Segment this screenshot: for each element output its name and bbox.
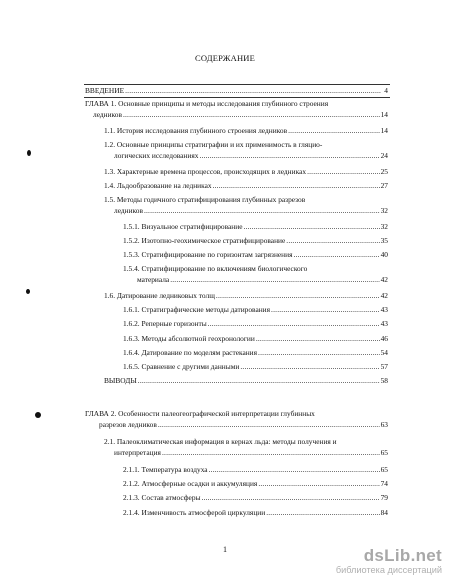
toc-entry[interactable] [104, 195, 388, 216]
toc-entry-label: логических исследованиях [114, 150, 199, 160]
leader-dots [266, 508, 379, 519]
scan-speck [27, 150, 31, 156]
leader-dots [162, 448, 380, 459]
toc-entry-line [123, 348, 388, 359]
toc-page-number: 46 [380, 334, 388, 343]
toc-entry-label: ледников [114, 205, 143, 215]
toc-entry-line [123, 465, 388, 476]
toc-page-number: 42 [380, 291, 388, 300]
toc-entry[interactable] [123, 362, 388, 373]
toc-entry-line [85, 420, 388, 431]
toc-entry-label: 1.4. Льдообразование на ледниках [104, 181, 212, 190]
toc-page-number: 42 [380, 274, 388, 284]
toc-page-number: 58 [380, 376, 388, 385]
toc-entry-label: 1.6.4. Датирование по моделям растекания [123, 348, 258, 357]
toc-entry-label: 2.1.2. Атмосферные осадки и аккумуляция [123, 479, 258, 488]
toc-title: СОДЕРЖАНИЕ [194, 53, 256, 63]
toc-entry-line [104, 126, 388, 137]
toc-page-number: 4 [384, 86, 388, 95]
toc-page-number: 35 [380, 236, 388, 245]
toc-page-number: 32 [380, 222, 388, 231]
toc-entry-text: 1.5. Методы годичного стратифицирования глубинных разрезов [104, 195, 306, 204]
toc-entry-label: 2.1.3. Состав атмосферы [123, 493, 201, 502]
toc-entry-label: материала [137, 274, 170, 284]
scan-speck [35, 412, 41, 418]
toc-entry-line [123, 362, 388, 373]
toc-entry[interactable] [104, 437, 388, 458]
toc-page-number: 24 [380, 150, 388, 160]
toc-page-number: 25 [380, 167, 388, 176]
toc-entry-label: 1.5.2. Изотопно-геохимическое стратифицирование [123, 236, 286, 245]
leader-dots [286, 236, 379, 247]
toc-entry[interactable] [104, 181, 388, 192]
toc-entry-label: 2.1.1. Температура воздуха [123, 465, 208, 474]
toc-page-number: 14 [380, 126, 388, 135]
leader-dots [256, 334, 380, 345]
toc-entry-line [123, 508, 388, 519]
toc-entry-line [123, 236, 388, 247]
toc-entry[interactable] [85, 99, 388, 120]
toc-entry[interactable] [123, 348, 388, 359]
toc-page-number: 65 [380, 447, 388, 457]
toc-entry[interactable] [123, 493, 388, 504]
toc-entry-text: ГЛАВА 1. Основные принципы и методы исследования глубинного строения [85, 99, 329, 108]
toc-entry-line [123, 250, 388, 261]
toc-entry[interactable] [123, 264, 388, 285]
toc-entry[interactable] [104, 126, 388, 137]
toc-entry-text: 2.1. Палеоклиматическая информация в кернах льда: методы получения и [104, 437, 337, 446]
toc-entry-line [123, 334, 388, 345]
leader-dots [123, 110, 380, 121]
leader-dots [258, 348, 380, 359]
toc-entry-line [85, 86, 388, 97]
toc-page-number: 74 [380, 479, 388, 488]
leader-dots [213, 181, 380, 192]
leader-dots [307, 167, 380, 178]
toc-entry-line [123, 275, 388, 286]
leader-dots [208, 319, 380, 330]
leader-dots [209, 465, 380, 476]
leader-dots [144, 206, 380, 217]
toc-entry-label: 1.5.3. Стратифицирование по горизонтам загрязнения [123, 250, 293, 259]
leader-dots [288, 126, 380, 137]
toc-entry-line [123, 479, 388, 490]
toc-page-number: 57 [380, 362, 388, 371]
leader-dots [125, 86, 381, 97]
toc-entry-line [123, 493, 388, 504]
dslib-watermark[interactable] [336, 547, 442, 576]
toc-entry-line [123, 305, 388, 316]
toc-page-number: 27 [380, 181, 388, 190]
toc-entry-label: разрезов ледников [99, 419, 157, 429]
toc-entry-line [104, 291, 388, 302]
toc-entry-label: 1.6.3. Методы абсолютной геохронологии [123, 334, 255, 343]
leader-dots [158, 420, 380, 431]
toc-entry[interactable] [123, 236, 388, 247]
leader-dots [240, 362, 379, 373]
leader-dots [138, 376, 380, 387]
leader-dots [170, 275, 379, 286]
toc-entry[interactable] [104, 376, 388, 387]
leader-dots [199, 151, 379, 162]
leader-dots [258, 479, 379, 490]
toc-entry-label: 1.6. Датирование ледниковых толщ [104, 291, 215, 300]
toc-entry-label: ледников [93, 109, 122, 119]
toc-entry[interactable] [85, 86, 388, 97]
toc-page-number: 43 [380, 305, 388, 314]
toc-entry-label: интерпретация [114, 447, 161, 457]
toc-page-number: 84 [380, 508, 388, 517]
toc-entry-label: 2.1.4. Изменчивость атмосферой циркуляции [123, 508, 266, 517]
toc-entry-label: 1.1. История исследования глубинного строения ледников [104, 126, 288, 135]
toc-entry[interactable] [123, 319, 388, 330]
leader-dots [271, 305, 380, 316]
toc-entry-label: 1.5.1. Визуальное стратифицирование [123, 222, 243, 231]
toc-entry-line [104, 206, 388, 217]
toc-entry[interactable] [104, 167, 388, 178]
page-number: 1 [223, 545, 227, 554]
toc-entry[interactable] [123, 222, 388, 233]
toc-entry-label: 1.3. Характерные времена процессов, происходящих в ледниках [104, 167, 307, 176]
toc-page-number: 54 [380, 348, 388, 357]
toc-entry[interactable] [123, 334, 388, 345]
toc-entry[interactable] [123, 508, 388, 519]
toc-entry-line [85, 110, 388, 121]
leader-dots [201, 493, 379, 504]
toc-entry-label: ВЫВОДЫ [104, 376, 137, 385]
toc-entry[interactable] [85, 409, 388, 430]
toc-entry-text: 1.5.4. Стратифицирование по включениям биологического [123, 264, 308, 273]
toc-entry-line [104, 376, 388, 387]
toc-entry-line [123, 319, 388, 330]
leader-dots [243, 222, 379, 233]
toc-entry-label: 1.6.2. Реперные горизонты [123, 319, 207, 328]
toc-entry-line [104, 167, 388, 178]
toc-entry[interactable] [123, 305, 388, 316]
toc-entry[interactable] [104, 291, 388, 302]
toc-page-number: 65 [380, 465, 388, 474]
toc-entry-text: 1.2. Основные принципы стратиграфии и их применимость в гляцио- [104, 140, 323, 149]
toc-page-number: 43 [380, 319, 388, 328]
leader-dots [294, 250, 380, 261]
toc-page-number: 63 [380, 419, 388, 429]
toc-entry-label: ВВЕДЕНИЕ [85, 86, 125, 95]
toc-page-number: 40 [380, 250, 388, 259]
toc-entry-line [123, 222, 388, 233]
toc-entry[interactable] [104, 140, 388, 161]
leader-dots [216, 291, 380, 302]
toc-page-number: 32 [380, 205, 388, 215]
toc-entry-text: ГЛАВА 2. Особенности палеогеографической интерпретации глубинных [85, 409, 315, 418]
scan-speck [26, 289, 30, 294]
dslib-logo: dsLib.net [363, 546, 442, 565]
toc-entry[interactable] [123, 479, 388, 490]
toc-entry-label: 1.6.1. Стратиграфические методы датирования [123, 305, 271, 314]
toc-entry-line [104, 181, 388, 192]
watermark-subtitle: библиотека диссертаций [335, 565, 442, 575]
toc-page-number: 79 [380, 493, 388, 502]
toc-entry[interactable] [123, 250, 388, 261]
toc-entry[interactable] [123, 465, 388, 476]
toc-entry-label: 1.6.5. Сравнение с другими данными [123, 362, 240, 371]
toc-page-number: 14 [380, 109, 388, 119]
toc-entry-line [104, 151, 388, 162]
toc-entry-line [104, 448, 388, 459]
